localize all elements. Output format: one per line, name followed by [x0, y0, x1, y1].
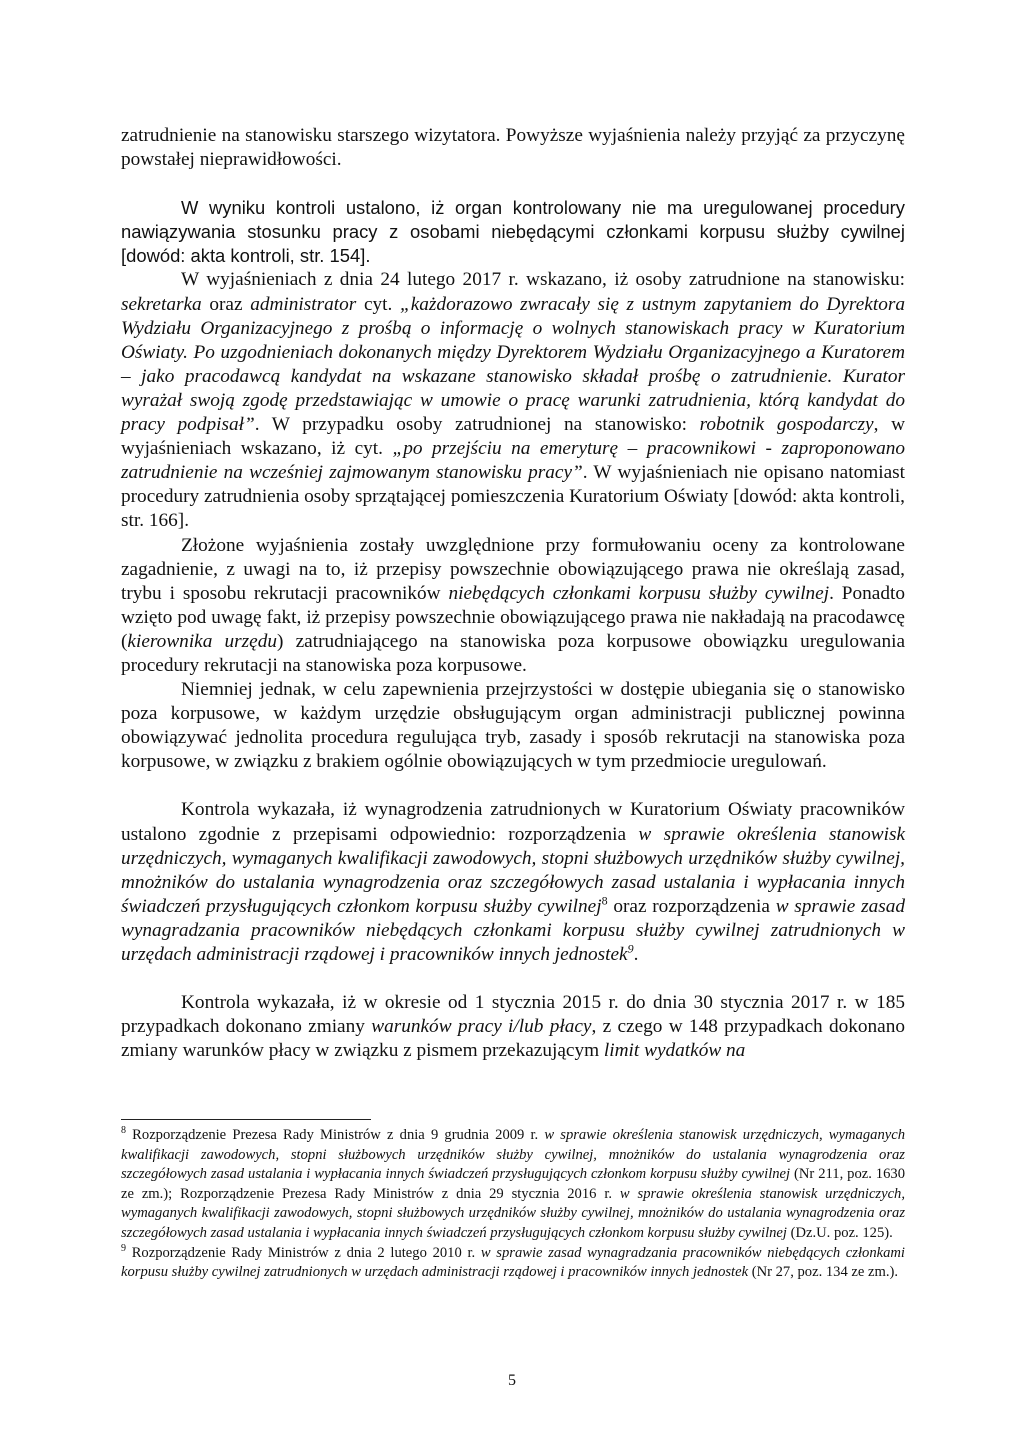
body-paragraph [121, 991, 905, 1063]
text-run: Złożone wyjaśnienia zostały uwzględnione przy formułowaniu oceny za kontrolowane zagadnienie, z uwagi na to, iż przepisy powszechnie obowiązującego prawa nie określają zasad, trybu i sposobu rekrutacji pracowników [121, 534, 905, 604]
text-run: W wyjaśnieniach z dnia 24 lutego 2017 r. wskazano, iż osoby zatrudnione na stanowisku: [181, 269, 905, 291]
text-run: Rozporządzenie Rady Ministrów z dnia 2 lutego 2010 r. [126, 1244, 481, 1261]
footnote-reference: 9 [627, 941, 634, 956]
italic-text-run: w sprawie zasad wynagradzania pracowników niebędących członkami korpusu służby cywilnej zatrudnionych w urzędach administracji rządowej i pracowników innych jednostek [121, 1244, 905, 1281]
italic-text-run: administrator [250, 293, 357, 315]
italic-text-run: limit wydatków na [603, 1040, 746, 1062]
text-run: , z czego w 148 przypadkach dokonano zmiany warunków płacy w związku z pismem przekazującym [121, 1016, 905, 1062]
page-number: 5 [508, 1372, 516, 1389]
text-run: . W wyjaśnieniach nie opisano natomiast procedury zatrudnienia osoby sprzątającej pomieszczenia Kuratorium Oświaty [dowód: akta kontroli, str. 166]. [121, 462, 905, 532]
text-run: zatrudnienie na stanowisku starszego wizytatora. Powyższe wyjaśnienia należy przyjąć za przyczynę powstałej nieprawidłowości. [121, 125, 905, 171]
text-run: . [633, 944, 639, 965]
text-run: . Ponadto wzięto pod uwagę fakt, iż przepisy powszechnie obowiązującego prawa nie nakładają na pracodawcę ( [121, 582, 906, 652]
italic-text-run: sekretarka [121, 293, 202, 315]
text-run: (Nr 27, poz. 134 ze zm.). [748, 1264, 899, 1281]
text-run: Kontrola wykazała, iż wynagrodzenia zatrudnionych w Kuratorium Oświaty pracowników ustalono zgodnie z przepisami odpowiednio: rozporządzenia [121, 799, 905, 845]
text-run: ) zatrudniającego na stanowiska poza korpusowe obowiązku uregulowania procedury rekrutacji na stanowiska poza korpusowe. [121, 630, 905, 676]
italic-text-run: „po przejściu na emeryturę – pracownikowi - zaproponowano zatrudnienie na wcześniej zajmowanym stanowisku pracy” [121, 438, 906, 484]
text-run: oraz [201, 293, 251, 315]
text-run: , w wyjaśnieniach wskazano, iż cyt. [121, 414, 905, 460]
body-paragraph [121, 798, 905, 967]
italic-text-run: w sprawie określenia stanowisk urzędniczych, wymaganych kwalifikacji zawodowych, stopni służbowych urzędników służby cywilnej, mnożników do ustalania wynagrodzenia oraz szczegółowych zasad ustalania i wypłacania innych świadczeń przysługujących członkom korpusu służby cywilnej [121, 1185, 906, 1241]
italic-text-run: warunków pracy i/lub płacy [371, 1016, 592, 1038]
text-run: Kontrola wykazała, iż w okresie od 1 stycznia 2015 r. do dnia 30 stycznia 2017 r. w 185 przypadkach dokonano zmiany [121, 992, 905, 1038]
footnote-reference: 9 [121, 1242, 126, 1254]
body-paragraph [121, 678, 905, 774]
text-run: (Nr 211, poz. 1630 ze zm.); Rozporządzenie Prezesa Rady Ministrów z dnia 29 stycznia 2016 r. [121, 1166, 905, 1202]
italic-text-run: w sprawie określenia stanowisk urzędniczych, wymaganych kwalifikacji zawodowych, stopni służbowych urzędników służby cywilnej, mnożników do ustalania wynagrodzenia oraz szczegółowych zasad ustalania i wypłacania innych świadczeń przysługujących członkom korpusu służby cywilnej [121, 1127, 905, 1183]
footnote [121, 1244, 905, 1283]
text-run: oraz rozporządzenia [607, 895, 776, 917]
text-run: Niemniej jednak, w celu zapewnienia przejrzystości w dostępie ubiegania się o stanowisko poza korpusowe, w każdym urzędzie obsługującym organ administracji publicznej powinna obowiązywać jednolita procedura regulująca tryb, zasady i sposób rekrutacji na stanowiska poza korpusowe, w związku z brakiem ogólnie obowiązujących w tym przedmiocie uregulowań. [121, 679, 905, 773]
italic-text-run: w sprawie zasad wynagradzania pracowników niebędących członkami korpusu służby cywilnej zatrudnionych w urzędach administracji rządowej i pracowników innych jednostek [121, 895, 906, 965]
italic-text-run: kierownika urzędu [127, 630, 278, 652]
footnote-separator [121, 1119, 371, 1120]
main-text-body [121, 124, 905, 1063]
body-paragraph [121, 196, 905, 268]
body-paragraph [121, 534, 905, 679]
text-run: W wyniku kontroli ustalono, iż organ kontrolowany nie ma uregulowanej procedury nawiązywania stosunku pracy z osobami niebędącymi członkami korpusu służby cywilnej [dowód: akta kontroli, str. 154]. [121, 197, 905, 267]
footnote-reference: 8 [601, 893, 608, 908]
body-paragraph [121, 124, 905, 172]
text-run: cyt. [356, 293, 400, 315]
footnote-reference: 8 [121, 1125, 126, 1137]
italic-text-run: niebędących członkami korpusu służby cywilnej [448, 582, 830, 604]
footnotes-section [121, 1126, 905, 1283]
text-run: Rozporządzenie Prezesa Rady Ministrów z dnia 9 grudnia 2009 r. [126, 1127, 545, 1143]
italic-text-run: „każdorazowo zwracały się z ustnym zapytaniem do Dyrektora Wydziału Organizacyjnego z prośbą o informację o wolnych stanowiskach pracy w Kuratorium Oświaty. Po uzgodnieniach dokonanych między Dyrektorem Wydziału Organizacyjnego a Kuratorem – jako pracodawcą kandydat na wskazane stanowisko składał prośbę o zatrudnienie. Kurator wyrażał swoją zgodę przedstawiając w umowie o pracę warunki zatrudnienia, którą kandydat do pracy podpisał” [121, 293, 905, 436]
text-run: . W przypadku osoby zatrudnionej na stanowisko: [254, 414, 700, 436]
body-paragraph [121, 268, 905, 533]
footnote [121, 1126, 905, 1244]
italic-text-run: w sprawie określenia stanowisk urzędniczych, wymaganych kwalifikacji zawodowych, stopni służbowych urzędników służby cywilnej, mnożników do ustalania wynagrodzenia oraz szczegółowych zasad ustalania i wypłacania innych świadczeń przysługujących członkom korpusu służby cywilnej [121, 823, 906, 917]
italic-text-run: robotnik gospodarczy [699, 414, 874, 436]
text-run: (Dz.U. poz. 125). [786, 1224, 893, 1241]
